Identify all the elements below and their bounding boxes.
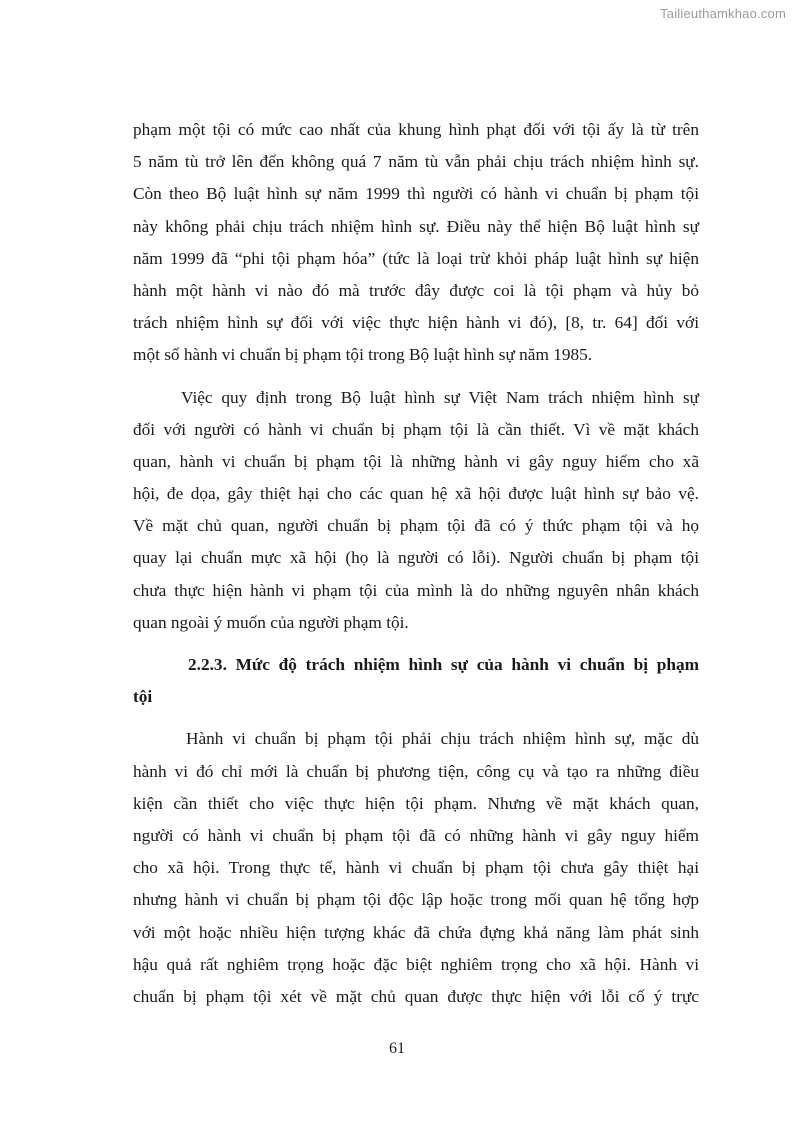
text-line: quan, hành vi chuẩn bị phạm tội là những hành vi gây nguy hiểm cho xã [133,451,699,471]
text-line: quay lại chuẩn mực xã hội (họ là người có lỗi). Người chuẩn bị phạm tội [133,548,699,568]
text-line: 5 năm tù trở lên đến không quá 7 năm tù vẫn phải chịu trách nhiệm hình sự. [133,152,699,172]
heading-line: tội [133,687,153,707]
page-number: 61 [389,1040,405,1057]
text-line: năm 1999 đã “phi tội phạm hóa” (tức là loại trừ khỏi pháp luật hình sự hiện [133,248,699,268]
text-line: với một hoặc nhiều hiện tượng khác đã chứa đựng khả năng làm phát sinh [133,922,699,942]
text-line: chưa thực hiện hành vi phạm tội của mình là do những nguyên nhân khách [133,580,699,600]
text-line: người có hành vi chuẩn bị phạm tội đã có những hành vi gây nguy hiểm [133,825,699,845]
text-line: hành vi đó chỉ mới là chuẩn bị phương tiện, công cụ và tạo ra những điều [133,761,699,781]
paragraph-2 [133,382,699,640]
text-line: Còn theo Bộ luật hình sự năm 1999 thì người có hành vi chuẩn bị phạm tội [133,184,699,204]
paragraph-3 [133,723,699,1013]
paragraph-1 [133,114,699,372]
text-line: đối với người có hành vi chuẩn bị phạm tội là cần thiết. Vì về mặt khách [133,419,699,439]
watermark: Tailieuthamkhao.com [660,6,786,21]
text-line: trách nhiệm hình sự đối với việc thực hiện hành vi đó), [8, tr. 64] đối với [133,313,699,333]
text-line: hội, đe dọa, gây thiệt hại cho các quan hệ xã hội được luật hình sự bảo vệ. [133,484,699,504]
text-line: Hành vi chuẩn bị phạm tội phải chịu trách nhiệm hình sự, mặc dù [186,729,699,749]
text-line: Việc quy định trong Bộ luật hình sự Việt Nam trách nhiệm hình sự [181,387,699,407]
text-line: hành một hành vi nào đó mà trước đây được coi là tội phạm và hủy bỏ [133,280,699,300]
text-line: hậu quả rất nghiêm trọng hoặc đặc biệt nghiêm trọng cho xã hội. Hành vi [133,954,699,974]
document-body [133,114,699,1013]
text-line: quan ngoài ý muốn của người phạm tội. [133,612,409,632]
text-line: nhưng hành vi chuẩn bị phạm tội độc lập hoặc trong mối quan hệ tổng hợp [133,890,699,910]
text-line: Về mặt chủ quan, người chuẩn bị phạm tội đã có ý thức phạm tội và họ [133,516,699,536]
text-line: cho xã hội. Trong thực tế, hành vi chuẩn bị phạm tội chưa gây thiệt hại [133,858,699,878]
text-line: này không phải chịu trách nhiệm hình sự. Điều này thể hiện Bộ luật hình sự [133,216,699,236]
text-line: kiện cần thiết cho việc thực hiện tội phạm. Nhưng về mặt khách quan, [133,793,699,813]
section-heading [133,649,699,713]
text-line: chuẩn bị phạm tội xét về mặt chủ quan được thực hiện với lỗi cố ý trực [133,986,699,1006]
text-line: phạm một tội có mức cao nhất của khung hình phạt đối với tội ấy là từ trên [133,120,699,139]
text-line: một số hành vi chuẩn bị phạm tội trong Bộ luật hình sự năm 1985. [133,345,593,365]
heading-line: 2.2.3. Mức độ trách nhiệm hình sự của hành vi chuẩn bị phạm [188,655,699,674]
